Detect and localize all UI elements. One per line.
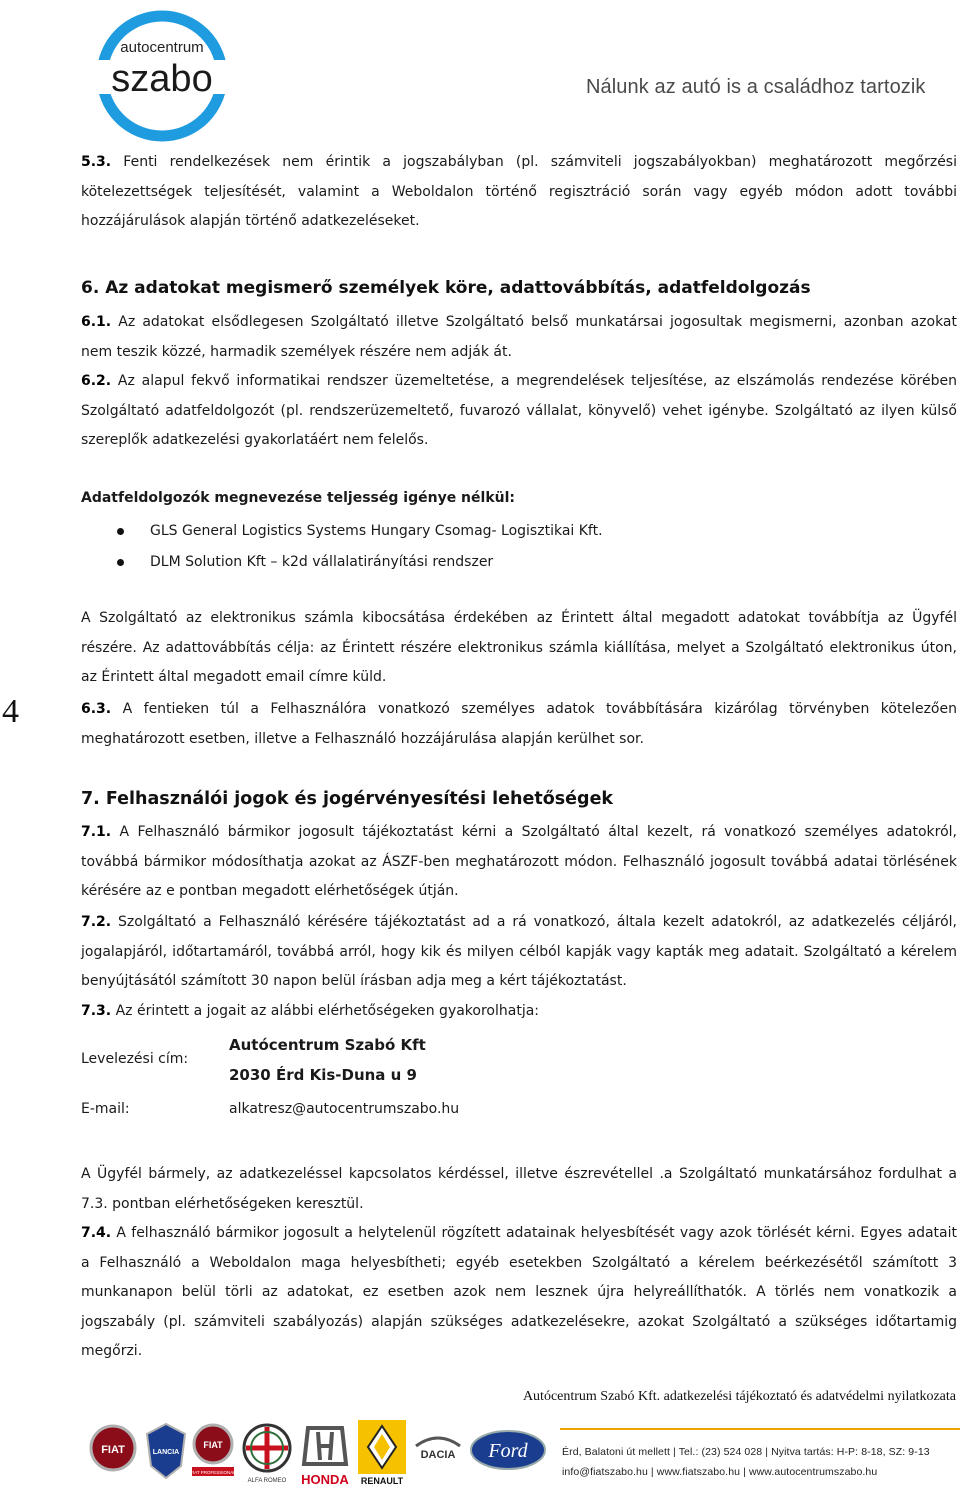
paragraph-6-3 [81, 695, 957, 754]
svg-text:FIAT: FIAT [101, 1444, 125, 1456]
paragraph-text: Szolgáltató a Felhasználó kérésére tájékoztatást ad a rá vonatkozó, általa kezelt adatokról, az adatkezelés céljáról, jogalapjáról, időtartamáról, továbbá arról, hogy kik és milyen célból kapják vagy kapták meg adatait. Szolgáltató a kérelem benyújtásától számított 30 napon belül írásban adja meg a kért tájékoztatást. [81, 914, 957, 989]
paragraph-text: A Felhasználó bármikor jogosult tájékoztatást kérni a Szolgáltató által kezelt, rá vonatkozó személyes adatokról, továbbá bármikor módosíthatja azokat az ÁSZF-ben meghatározott módon. Felhasználó jogosult továbbá adatai törlésének kérésére az e pontban megadott elérhetőségek útján. [81, 824, 958, 899]
svg-text:ALFA ROMEO: ALFA ROMEO [247, 1478, 287, 1484]
contact-company: Autócentrum Szabó Kft [229, 1036, 426, 1054]
paragraph-text: A felhasználó bármikor jogosult a helytelenül rögzített adatainak helyesbítését vagy azok törlését kérni. Egyes adatait a Felhasználó a Weboldalon maga helyesbítheti; egyéb esetekben Szolgáltató a kérelem beérkezésétől számított 3 munkanapon belül törli az adatokat, ez esetben azok nem lesznek újra helyreállíthatók. A törlés nem vonatkozik a jogszabály (pl. számviteli szabályozás) alapján szükséges adatkezelésekre, azokat Szolgáltató a szükséges időtartamig megőrzi. [81, 1225, 958, 1359]
section-number: 7.4. [81, 1225, 112, 1241]
bullet-icon [117, 559, 124, 566]
email-label: E-mail: [81, 1101, 130, 1117]
accent-bar [560, 1428, 960, 1430]
svg-text:Ford: Ford [488, 1440, 528, 1462]
svg-text:FIAT: FIAT [203, 1440, 223, 1450]
section-number: 5.3. [81, 154, 112, 170]
header-tagline: Nálunk az autó is a családhoz tartozik [586, 76, 926, 98]
logo-bottom-text: szabo [111, 58, 213, 100]
paragraph-text: Az adatokat elsődlegesen Szolgáltató illetve Szolgáltató belső munkatársai jogosultak megismerni, azonban azokat nem teszik közzé, harmadik személyek részére nem adják át. [81, 314, 957, 360]
section-number: 6.2. [81, 373, 112, 389]
lancia-logo [143, 1420, 189, 1484]
list-item: DLM Solution Kft – k2d vállalatirányítási rendszer [117, 547, 603, 578]
brand-logos [0, 1418, 560, 1491]
paragraph-6-1 [81, 308, 957, 367]
heading-section-7: 7. Felhasználói jogok és jogérvényesítési lehetőségek [81, 789, 614, 809]
processors-heading: Adatfeldolgozók megnevezése teljesség igénye nélkül: [81, 490, 515, 506]
dacia-logo [412, 1420, 464, 1484]
mailing-address-label: Levelezési cím: [81, 1051, 189, 1067]
dealer-info [560, 1418, 960, 1491]
paragraph-5-3 [81, 148, 957, 237]
paragraph-6-2 [81, 367, 957, 456]
paragraph-7-1 [81, 818, 957, 907]
section-number: 7.1. [81, 824, 112, 840]
svg-text:FIAT PROFESSIONAL: FIAT PROFESSIONAL [190, 1470, 236, 1475]
section-number: 6.1. [81, 314, 112, 330]
section-number: 6.3. [81, 701, 112, 717]
company-logo [83, 8, 241, 144]
fiat-logo [88, 1420, 138, 1484]
dealer-web-line[interactable]: info@fiatszabo.hu | www.fiatszabo.hu | www.autocentrumszabo.hu [562, 1466, 878, 1478]
paragraph-invoice: A Szolgáltató az elektronikus számla kibocsátása érdekében az Érintett által megadott adatokat továbbítja az Ügyfél részére. Az adattovábbítás célja: az Érintett részére elektronikus számla kiállítása, melyet a Szolgáltató elektronikus úton, az Érintett által megadott email címre küld. [81, 610, 957, 685]
paragraph-questions: A Ügyfél bármely, az adatkezeléssel kapcsolatos kérdéssel, illetve észrevétellel .a Szolgáltató munkatársához fordulhat a 7.3. pontban elérhetőségeken keresztül. [81, 1166, 957, 1212]
paragraph-text: A fentieken túl a Felhasználóra vonatkozó személyes adatok továbbítására kizárólag törvényben kötelezően meghatározott esetben, illetve a Felhasználó hozzájárulása alapján kerülhet sor. [81, 701, 957, 747]
paragraph-7-4 [81, 1219, 957, 1367]
contact-address: 2030 Érd Kis-Duna u 9 [229, 1066, 417, 1084]
section-number: 7.3. [81, 1003, 112, 1019]
dealer-address-line: Érd, Balatoni út mellett | Tel.: (23) 524 028 | Nyitva tartás: H-P: 8-18, SZ: 9-13 [562, 1446, 930, 1458]
paragraph-text: Az alapul fekvő informatikai rendszer üzemeltetése, a megrendelések teljesítése, az elszámolás rendezése körében Szolgáltató adatfeldolgozót (pl. rendszerüzemeltető, fuvarozó vállalat, könyvelő) vehet igénybe. Szolgáltató az ilyen külső szereplők adatkezelési gyakorlatáért nem felelős. [81, 373, 957, 448]
svg-text:DACIA: DACIA [420, 1449, 456, 1461]
svg-text:HONDA: HONDA [301, 1472, 349, 1487]
heading-section-6: 6. Az adatokat megismerő személyek köre, adattovábbítás, adatfeldolgozás [81, 278, 811, 298]
paragraph-text: Az érintett a jogait az alábbi elérhetőségeken gyakorolhatja: [115, 1003, 540, 1019]
fiat-professional-logo [190, 1420, 236, 1484]
contact-email-link[interactable]: alkatresz@autocentrumszabo.hu [229, 1101, 460, 1117]
alfa-romeo-logo [241, 1420, 293, 1484]
svg-text:RENAULT: RENAULT [360, 1476, 404, 1486]
bullet-icon [117, 528, 124, 535]
paragraph-text: Fenti rendelkezések nem érintik a jogszabályban (pl. számviteli jogszabályokban) meghatározott megőrzési kötelezettségek teljesítését, valamint a Weboldalon történő regisztráció során vagy egyéb módon adott további hozzájárulások alapján történő adatkezeléseket. [81, 154, 957, 229]
section-number: 7.2. [81, 914, 112, 930]
ford-logo [468, 1420, 548, 1484]
paragraph-7-2 [81, 908, 957, 997]
processors-list [117, 516, 603, 578]
logo-top-text: autocentrum [120, 39, 204, 56]
paragraph-7-3 [81, 997, 957, 1027]
svg-text:LANCIA: LANCIA [152, 1449, 180, 1456]
list-item: GLS General Logistics Systems Hungary Csomag- Logisztikai Kft. [117, 516, 603, 547]
honda-logo [294, 1420, 356, 1490]
renault-logo [358, 1420, 406, 1490]
page-number: 4 [2, 693, 19, 730]
document-title: Autócentrum Szabó Kft. adatkezelési tájékoztató és adatvédelmi nyilatkozata [522, 1389, 956, 1404]
